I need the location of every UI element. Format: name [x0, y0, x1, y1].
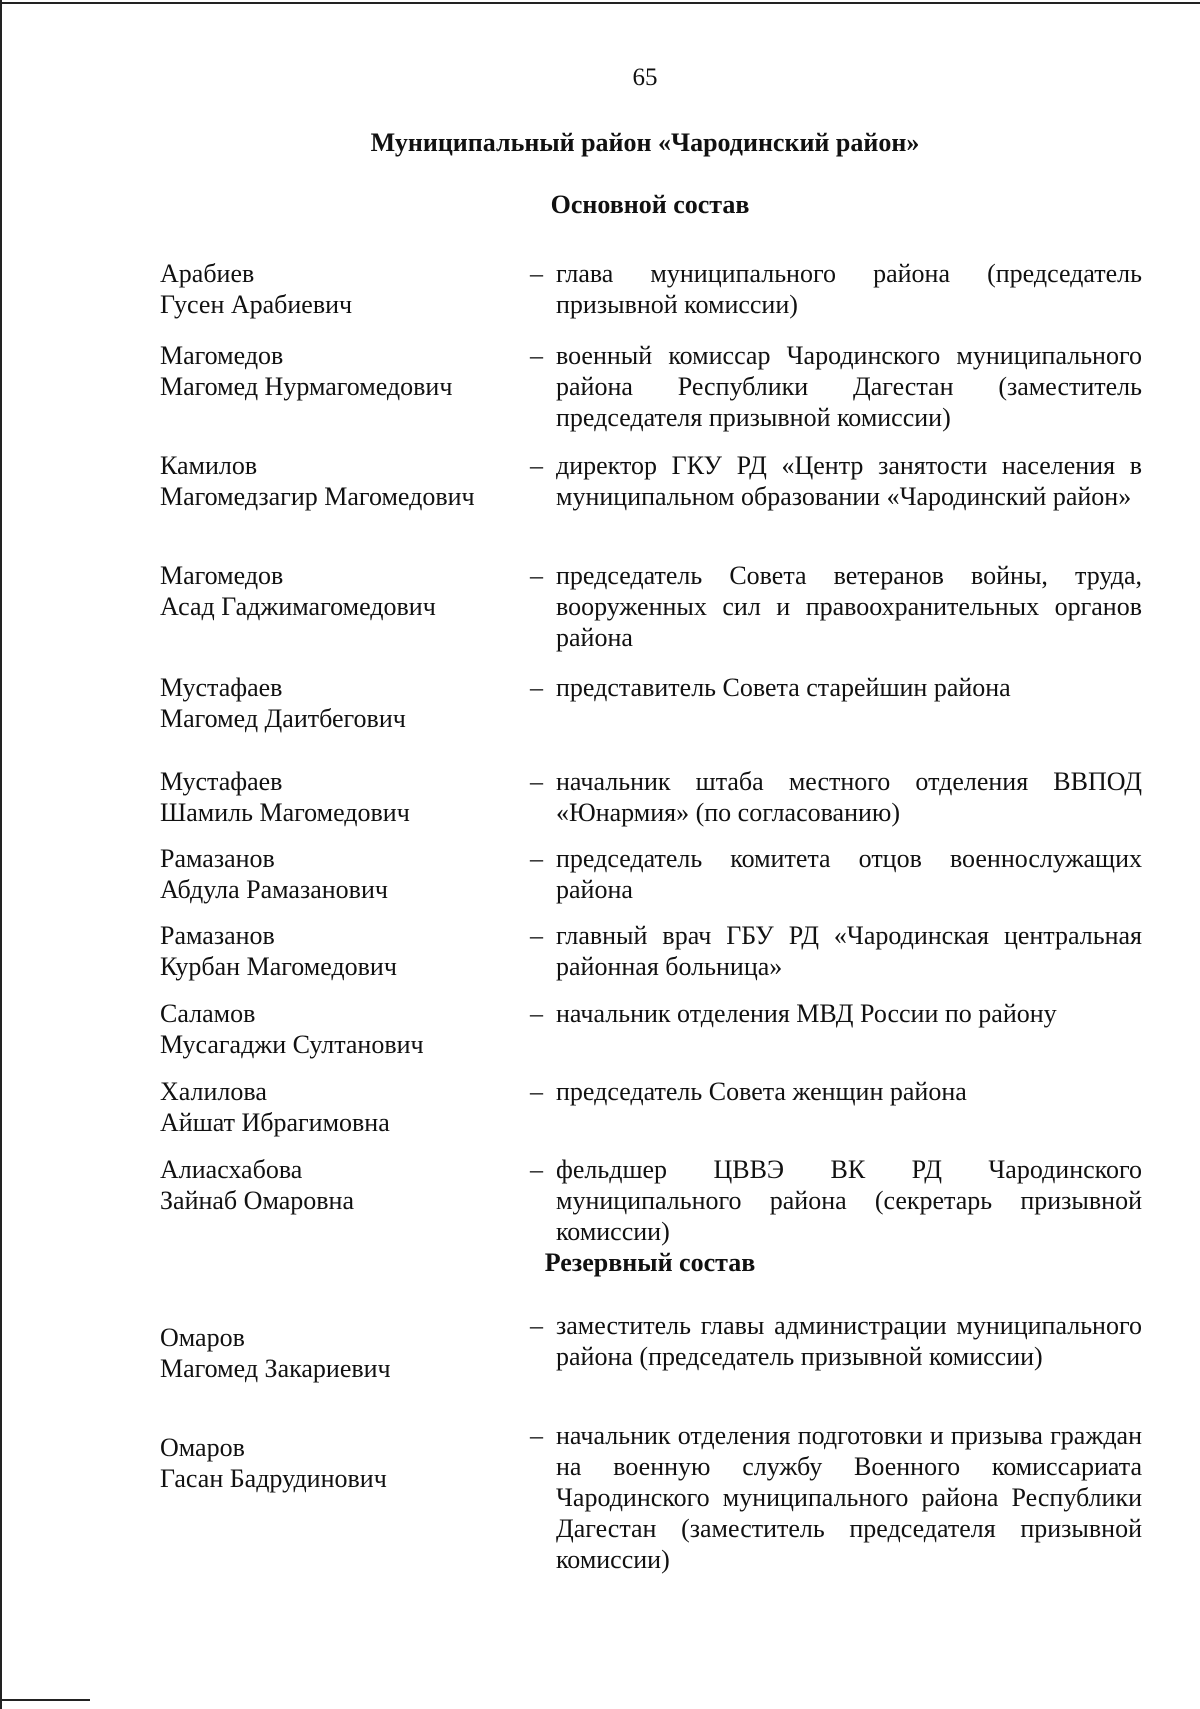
member-role-text: директор ГКУ РД «Центр занятости населения в муниципальном образовании «Чародинский район» — [556, 451, 1142, 511]
dash: – — [530, 844, 543, 873]
member-name — [160, 1322, 520, 1384]
member-role — [530, 1420, 1142, 1575]
member-surname: Рамазанов — [160, 921, 275, 950]
member-role — [530, 1310, 1142, 1372]
member-name — [160, 340, 520, 402]
member-role-text: председатель Совета ветеранов войны, труда, вооруженных сил и правоохранительных органов района — [556, 561, 1142, 652]
member-given-name: Магомед Нурмагомедович — [160, 372, 453, 401]
member-role — [530, 766, 1142, 828]
member-role-text: начальник штаба местного отделения ВВПОД «Юнармия» (по согласованию) — [556, 767, 1142, 827]
member-name — [160, 766, 520, 828]
member-given-name: Гасан Бадрудинович — [160, 1464, 387, 1493]
member-given-name: Гусен Арабиевич — [160, 290, 353, 319]
member-given-name: Магомед Закариевич — [160, 1354, 391, 1383]
member-role-text: председатель комитета отцов военнослужащих района — [556, 844, 1142, 904]
member-role — [530, 1154, 1142, 1247]
member-surname: Арабиев — [160, 259, 255, 288]
scan-border-bottom — [0, 1699, 90, 1701]
member-role-text: представитель Совета старейшин района — [556, 673, 1011, 702]
member-name — [160, 258, 520, 320]
member-given-name: Курбан Магомедович — [160, 952, 397, 981]
dash: – — [530, 921, 543, 950]
dash: – — [530, 341, 543, 370]
dash: – — [530, 767, 543, 796]
dash: – — [530, 1155, 543, 1184]
member-role-text: глава муниципального района (председатель призывной комиссии) — [556, 259, 1142, 319]
page-number: 65 — [632, 64, 658, 91]
member-role — [530, 450, 1142, 512]
member-role — [530, 1076, 1142, 1107]
scan-border-left — [0, 0, 2, 1709]
member-role — [530, 920, 1142, 982]
member-given-name: Магомедзагир Магомедович — [160, 482, 475, 511]
member-surname: Омаров — [160, 1323, 245, 1352]
member-surname: Саламов — [160, 999, 256, 1028]
dash: – — [530, 561, 543, 590]
member-given-name: Шамиль Магомедович — [160, 798, 410, 827]
member-surname: Мустафаев — [160, 767, 283, 796]
member-name — [160, 1432, 520, 1494]
member-surname: Халилова — [160, 1077, 267, 1106]
member-role — [530, 560, 1142, 653]
member-name — [160, 672, 520, 734]
dash: – — [530, 1311, 543, 1340]
member-name — [160, 1076, 520, 1138]
dash: – — [530, 259, 543, 288]
member-name — [160, 450, 520, 512]
member-given-name: Асад Гаджимагомедович — [160, 592, 436, 621]
dash: – — [530, 451, 543, 480]
member-role-text: главный врач ГБУ РД «Чародинская центральная районная больница» — [556, 921, 1142, 981]
member-name — [160, 560, 520, 622]
member-role — [530, 998, 1142, 1029]
member-role-text: начальник отделения МВД России по району — [556, 999, 1057, 1028]
member-role — [530, 258, 1142, 320]
member-given-name: Абдула Рамазанович — [160, 875, 388, 904]
member-role-text: заместитель главы администрации муниципального района (председатель призывной комиссии) — [556, 1311, 1142, 1371]
member-surname: Мустафаев — [160, 673, 283, 702]
member-surname: Алиасхабова — [160, 1155, 303, 1184]
member-name — [160, 843, 520, 905]
scan-border-top — [0, 2, 1200, 4]
member-surname: Камилов — [160, 451, 258, 480]
dash: – — [530, 1077, 543, 1106]
dash: – — [530, 673, 543, 702]
member-role-text: фельдшер ЦВВЭ ВК РД Чародинского муниципального района (секретарь призывной комиссии) — [556, 1155, 1142, 1246]
member-role — [530, 340, 1142, 433]
member-surname: Рамазанов — [160, 844, 275, 873]
member-name — [160, 1154, 520, 1216]
dash: – — [530, 999, 543, 1028]
member-given-name: Айшат Ибрагимовна — [160, 1108, 390, 1137]
member-given-name: Зайнаб Омаровна — [160, 1186, 354, 1215]
member-role-text: начальник отделения подготовки и призыва граждан на военную службу Военного комиссариата Чародинского муниципального района Республики Дагестан (заместитель председателя призывной комиссии) — [556, 1421, 1142, 1574]
member-surname: Омаров — [160, 1433, 245, 1462]
reserve-section-heading: Резервный состав — [544, 1248, 756, 1277]
document-title: Муниципальный район «Чародинский район» — [370, 128, 920, 157]
dash: – — [530, 1421, 543, 1450]
member-role-text: председатель Совета женщин района — [556, 1077, 967, 1106]
member-surname: Магомедов — [160, 341, 284, 370]
member-surname: Магомедов — [160, 561, 284, 590]
member-given-name: Магомед Даитбегович — [160, 704, 406, 733]
member-name — [160, 920, 520, 982]
member-given-name: Мусагаджи Султанович — [160, 1030, 424, 1059]
member-role — [530, 843, 1142, 905]
member-role-text: военный комиссар Чародинского муниципального района Республики Дагестан (заместитель председателя призывной комиссии) — [556, 341, 1142, 432]
member-name — [160, 998, 520, 1060]
member-role — [530, 672, 1142, 703]
main-section-heading: Основной состав — [550, 190, 750, 219]
